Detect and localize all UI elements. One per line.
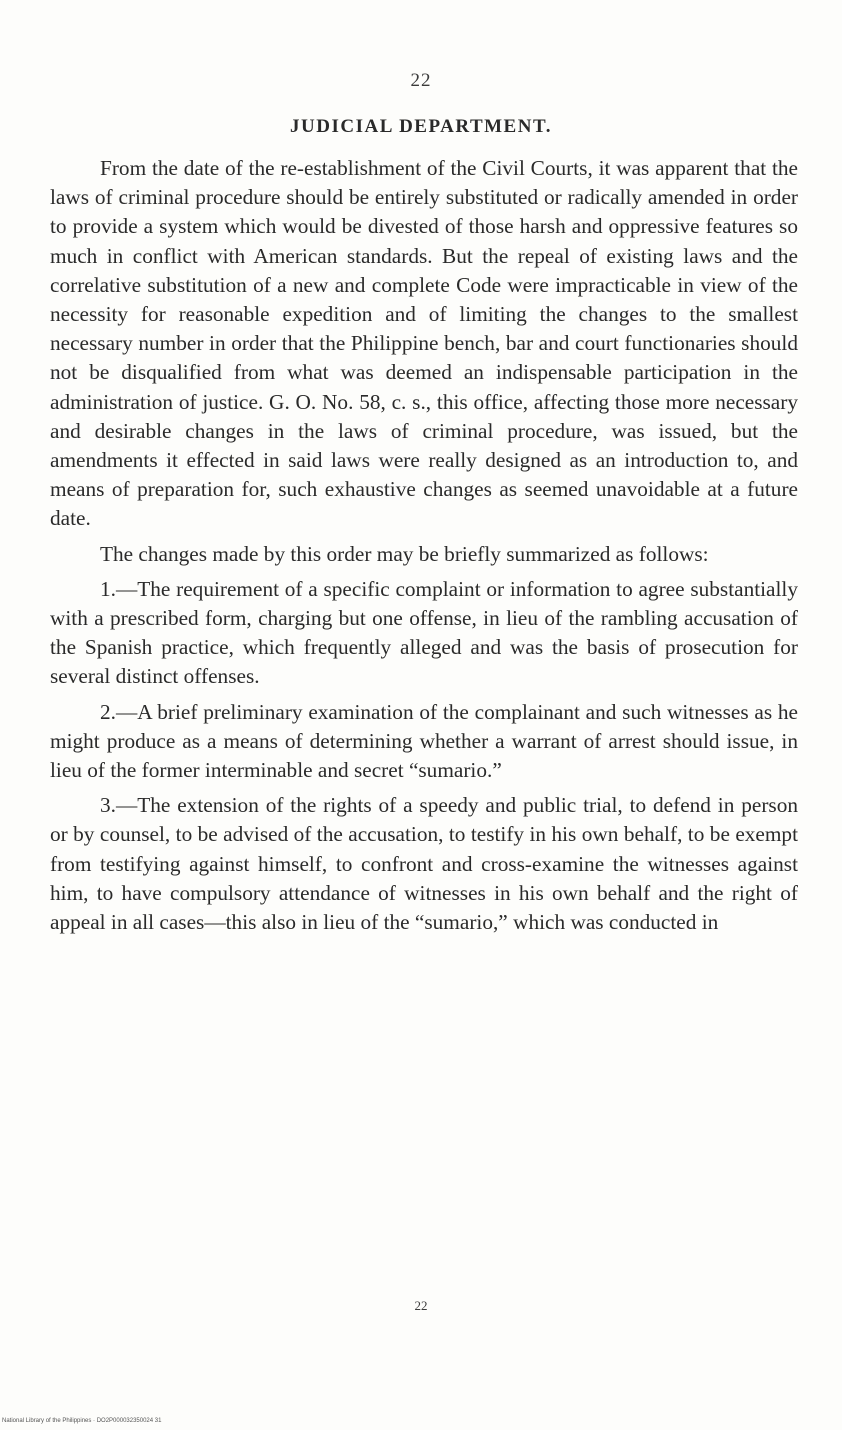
paragraph-item-2: 2.—A brief preliminary examination of the complainant and such witnesses as he might produce as a means of determining whether a warrant of arrest should issue, in lieu of the former interminable and secret “sumario.” (50, 699, 798, 783)
footer-credit: National Library of the Philippines · DO2P000032350024 31 (2, 1418, 162, 1424)
page-number-bottom: 22 (414, 1298, 428, 1313)
section-heading: JUDICIAL DEPARTMENT. (290, 116, 552, 137)
paragraph-intro: From the date of the re-establishment of the Civil Courts, it was apparent that the laws of criminal procedure should be entirely substituted or radically amended in order to provide a system which would be divested of those harsh and oppressive features so much in conflict with American standards. But the repeal of existing laws and the correlative substitution of a new and complete Code were impracticable in view of the necessity for reasonable expedition and of limiting the changes to the smallest necessary number in order that the Philippine bench, bar and court functionaries should not be disqualified from what was deemed an indispensable participation in the administration of justice. G. O. No. 58, c. s., this office, affecting those more necessary and desirable changes in the laws of criminal procedure, was issued, but the amendments it effected in said laws were really designed as an introduction to, and means of preparation for, such exhaustive changes as seemed unavoidable at a future date. (50, 156, 798, 531)
page-number-top: 22 (410, 70, 432, 91)
body-text (50, 154, 798, 943)
paragraph-item-3: 3.—The extension of the rights of a speedy and public trial, to defend in person or by counsel, to be advised of the accusation, to testify in his own behalf, to be exempt from testifying against himself, to confront and cross-examine the witnesses against him, to have compulsory attendance of witnesses in his own behalf and the right of appeal in all cases—this also in lieu of the “sumario,” which was conducted in (50, 793, 798, 935)
paragraph-summary-lead: The changes made by this order may be briefly summarized as follows: (100, 541, 709, 566)
paragraph-item-1: 1.—The requirement of a specific complaint or information to agree substantially with a prescribed form, charging but one offense, in lieu of the rambling accusation of the Spanish practice, which frequently alleged and was the basis of prosecution for several distinct offenses. (50, 576, 798, 689)
